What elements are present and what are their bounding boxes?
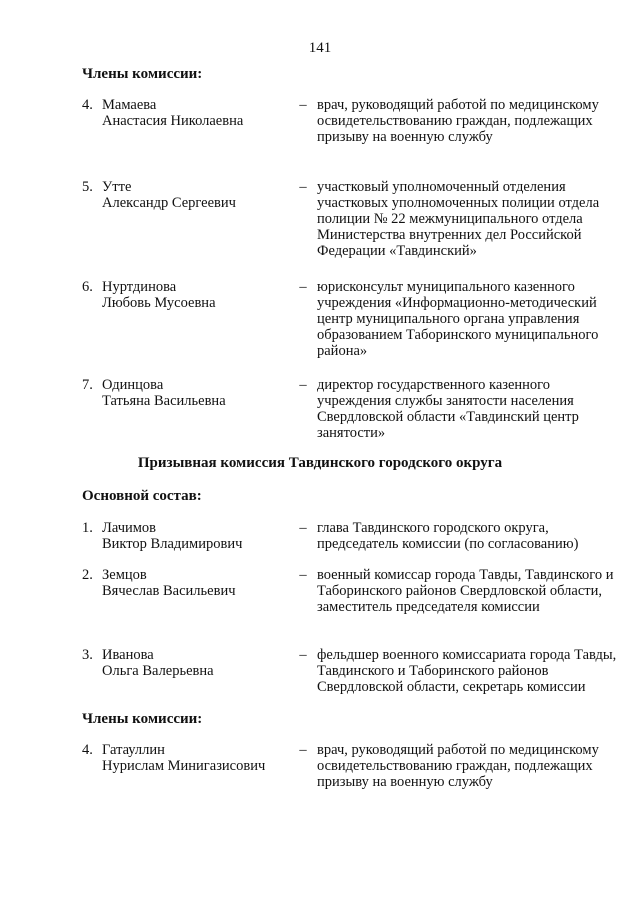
member-role: врач, руководящий работой по медицинскому освидетельствованию граждан, подлежащих призыву на военную службу [317,97,599,145]
member-name [102,647,287,679]
dash-separator: – [299,179,307,195]
member-given-names: Александр Сергеевич [102,195,236,211]
commission-title: Призывная комиссия Тавдинского городского округа [137,455,503,471]
member-role: военный комиссар города Тавды, Тавдинского и Таборинского районов Свердловской области, заместитель председателя комиссии [317,567,614,615]
member-surname: Земцов [102,567,147,583]
dash-separator: – [299,647,307,663]
member-role: участковый уполномоченный отделения участковых уполномоченных полиции отдела полиции № 22 межмуниципального отдела Министерства внутренних дел Российской Федерации «Тавдинский» [317,179,600,259]
member-number: 2. [82,567,93,583]
member-role: фельдшер военного комиссариата города Тавды, Тавдинского и Таборинского районов Свердловской области, секретарь комиссии [317,647,617,695]
member-surname: Лачимов [102,520,157,536]
member-given-names: Любовь Мусоевна [102,295,216,311]
member-role: директор государственного казенного учреждения службы занятости населения Свердловской области «Тавдинский центр занятости» [317,377,579,441]
member-number: 4. [82,742,93,758]
member-given-names: Анастасия Николаевна [102,113,244,129]
section-heading: Члены комиссии: [82,66,203,82]
member-given-names: Ольга Валерьевна [102,663,214,679]
member-surname: Одинцова [102,377,164,393]
member-name [102,377,287,409]
member-surname: Нуртдинова [102,279,177,295]
member-name [102,97,287,129]
member-role: юрисконсульт муниципального казенного учреждения «Информационно-методический центр муниципального органа управления образованием Таборинского муниципального района» [317,279,599,359]
member-role: врач, руководящий работой по медицинскому освидетельствованию граждан, подлежащих призыву на военную службу [317,742,599,790]
section-heading: Члены комиссии: [82,711,203,727]
member-number: 5. [82,179,93,195]
member-surname: Утте [102,179,132,195]
member-number: 1. [82,520,93,536]
member-name [102,567,287,599]
member-number: 4. [82,97,93,113]
member-name [102,179,287,211]
section-heading: Основной состав: [82,488,202,504]
member-surname: Иванова [102,647,154,663]
member-given-names: Вячеслав Васильевич [102,583,236,599]
member-name [102,520,287,552]
dash-separator: – [299,377,307,393]
member-given-names: Виктор Владимирович [102,536,243,552]
member-given-names: Нурислам Минигазисович [102,758,266,774]
member-role: глава Тавдинского городского округа, председатель комиссии (по согласованию) [317,520,579,552]
dash-separator: – [299,567,307,583]
member-number: 3. [82,647,93,663]
member-number: 7. [82,377,93,393]
member-name [102,279,287,311]
member-name [102,742,287,774]
dash-separator: – [299,742,307,758]
dash-separator: – [299,520,307,536]
member-number: 6. [82,279,93,295]
dash-separator: – [299,279,307,295]
dash-separator: – [299,97,307,113]
member-given-names: Татьяна Васильевна [102,393,226,409]
member-surname: Гатауллин [102,742,165,758]
page-number: 141 [308,40,332,56]
member-surname: Мамаева [102,97,157,113]
